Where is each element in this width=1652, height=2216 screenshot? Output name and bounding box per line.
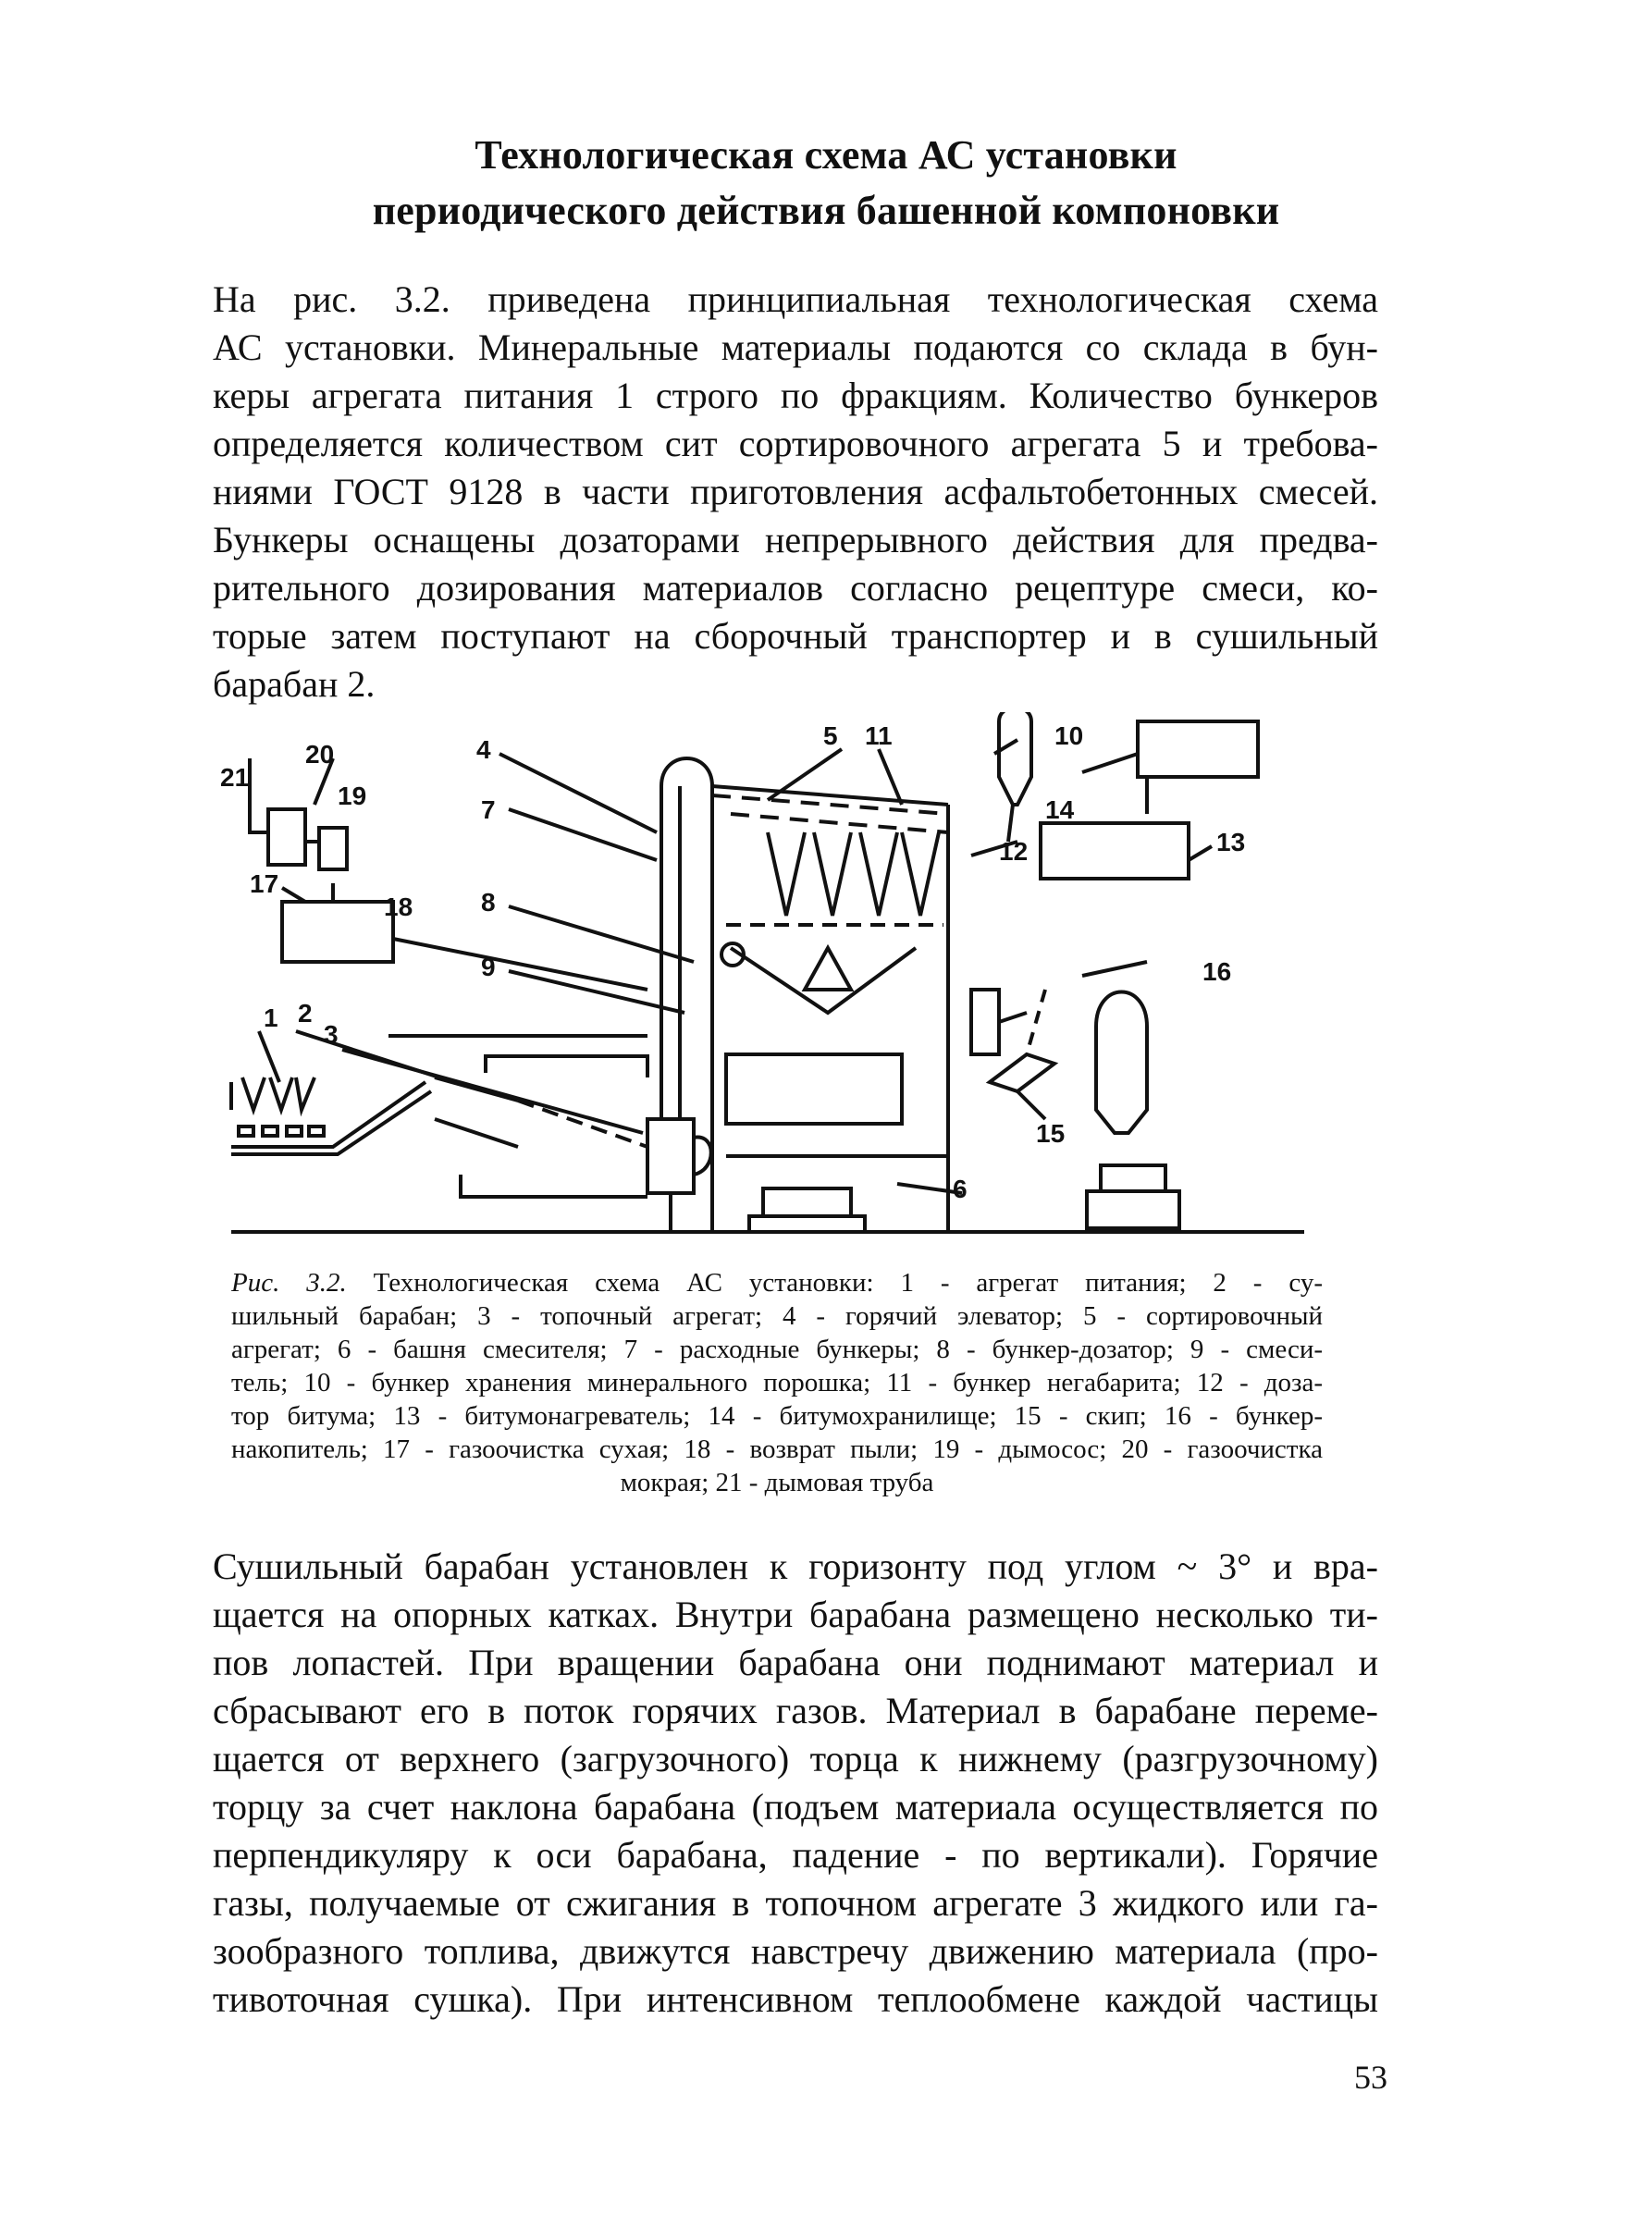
- paragraph-line: пов лопастей. При вращении барабана они поднимают материал и: [213, 1642, 1378, 1683]
- paragraph-line: зообразного топлива, движутся навстречу движению материала (про-: [213, 1930, 1378, 1972]
- figure-label: 21: [220, 763, 250, 792]
- figure-label: 17: [250, 869, 279, 898]
- paragraph-line: перпендикуляру к оси барабана, падение - по вертикали). Горячие: [213, 1834, 1378, 1876]
- paragraph-line: сбрасывают его в поток горячих газов. Материал в барабане переме-: [213, 1690, 1378, 1731]
- paragraph-line: керы агрегата питания 1 строго по фракциям. Количество бункеров: [213, 375, 1378, 416]
- figure-label: 19: [338, 782, 367, 810]
- paragraph-line: щается от верхнего (загрузочного) торца к нижнему (разгрузочному): [213, 1738, 1378, 1779]
- paragraph-line: торые затем поступают на сборочный транспортер и в сушильный: [213, 615, 1378, 657]
- paragraph-line: газы, получаемые от сжигания в топочном агрегате 3 жидкого или га-: [213, 1882, 1378, 1924]
- caption-line: агрегат; 6 - башня смесителя; 7 - расходные бункеры; 8 - бункер-дозатор; 9 - смеси-: [231, 1335, 1323, 1364]
- caption-line: тель; 10 - бункер хранения минерального порошка; 11 - бункер негабарита; 12 - доза-: [231, 1368, 1323, 1397]
- figure-label: 1: [264, 1003, 278, 1032]
- caption-line: мокрая; 21 - дымовая труба: [620, 1468, 934, 1497]
- paragraph-line: На рис. 3.2. приведена принципиальная технологическая схема: [213, 278, 1378, 320]
- caption-line: накопитель; 17 - газоочистка сухая; 18 - возврат пыли; 19 - дымосос; 20 - газоочистка: [231, 1434, 1323, 1464]
- paragraph-line: ниями ГОСТ 9128 в части приготовления асфальтобетонных смесей.: [213, 471, 1378, 512]
- figure-label: 9: [481, 953, 496, 981]
- paragraph-line: рительного дозирования материалов согласно рецептуре смеси, ко-: [213, 567, 1378, 609]
- scheme-drawing: [213, 712, 1378, 1249]
- figure-label: 3: [324, 1020, 339, 1049]
- caption-line: шильный барабан; 3 - топочный агрегат; 4 - горячий элеватор; 5 - сортировочный: [231, 1301, 1323, 1331]
- paragraph-line: определяется количеством сит сортировочного агрегата 5 и требова-: [213, 423, 1378, 464]
- figure-label: 15: [1036, 1119, 1066, 1148]
- paragraph-line: Бункеры оснащены дозаторами непрерывного действия для предва-: [213, 519, 1378, 560]
- figure-label: 7: [481, 795, 496, 824]
- paragraph-line: щается на опорных катках. Внутри барабана размещено несколько ти-: [213, 1594, 1378, 1635]
- paragraph-line: торцу за счет наклона барабана (подъем материала осуществляется по: [213, 1786, 1378, 1828]
- figure-label: 16: [1202, 957, 1232, 986]
- figure-label: 13: [1216, 828, 1246, 856]
- figure-label: 5: [823, 721, 838, 750]
- figure-label: 8: [481, 888, 496, 917]
- figure-label: 14: [1045, 795, 1075, 824]
- page-number: 53: [1354, 2059, 1387, 2096]
- caption-prefix: Рис. 3.2.: [231, 1268, 347, 1298]
- caption-text: Технологическая схема АС установки: 1 - агрегат питания; 2 - су-: [373, 1268, 1324, 1298]
- figure-label: 4: [476, 735, 491, 764]
- paragraph-line: тивоточная сушка). При интенсивном теплообмене каждой частицы: [213, 1978, 1378, 2020]
- section-heading-line-2: периодического действия башенной компоновки: [372, 188, 1280, 233]
- technological-scheme-figure: [213, 712, 1378, 1249]
- figure-label: 18: [384, 893, 413, 921]
- figure-label: 11: [865, 721, 893, 750]
- caption-line: тор битума; 13 - битумонагреватель; 14 - битумохранилище; 15 - скип; 16 - бункер-: [231, 1401, 1323, 1431]
- caption-line-1: [231, 1267, 1323, 1299]
- figure-label: 2: [298, 999, 313, 1028]
- figure-label: 6: [953, 1175, 968, 1203]
- paragraph-line: барабан 2.: [213, 663, 376, 705]
- paragraph-line: АС установки. Минеральные материалы подаются со склада в бун-: [213, 326, 1378, 368]
- figure-label: 12: [999, 837, 1029, 866]
- paragraph-line: Сушильный барабан установлен к горизонту под углом ~ 3° и вра-: [213, 1545, 1378, 1587]
- figure-label: 10: [1054, 721, 1084, 750]
- section-heading-line-1: Технологическая схема АС установки: [475, 132, 1177, 178]
- figure-label: 20: [305, 740, 335, 769]
